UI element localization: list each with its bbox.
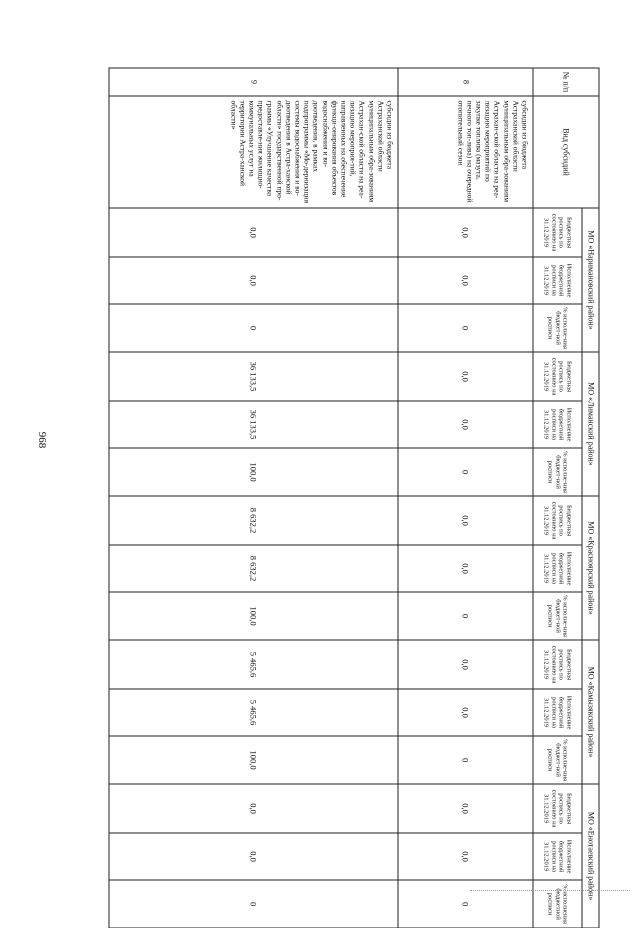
value-cell: 0 <box>109 304 398 352</box>
value-cell: 8 632,2 <box>109 545 398 592</box>
value-cell: 0 <box>398 304 533 352</box>
header-percent: % исполне-ния бюджет-ной росписи <box>533 736 582 784</box>
header-district: МО «Камызякский район» <box>582 640 599 784</box>
header-percent: % исполнения бюджетной росписи <box>533 880 582 928</box>
value-cell: 8 632,2 <box>109 496 398 545</box>
value-cell: 100,0 <box>109 736 398 784</box>
header-execution: Исполнение бюджетной росписи на 31.12.2019 <box>533 545 582 592</box>
value-cell: 0,0 <box>398 545 533 592</box>
value-cell: 100,0 <box>109 448 398 496</box>
value-cell: 36 133,5 <box>109 352 398 401</box>
header-district: МО «Енотаевский район» <box>582 784 599 928</box>
header-district: МО «Красноярский район» <box>582 496 599 640</box>
header-num: № п/п <box>533 68 599 96</box>
value-cell: 0,0 <box>109 784 398 833</box>
header-percent: % исполне-ния бюджет-ной росписи <box>533 448 582 496</box>
header-budget: Бюджетная роспись по состоянию на 31.12.2019 <box>533 640 582 689</box>
value-cell: 0,0 <box>398 640 533 689</box>
table-row <box>398 68 533 928</box>
value-cell: 0 <box>398 592 533 640</box>
value-cell: 0,0 <box>109 833 398 880</box>
header-district: МО «Наримановский район» <box>582 208 599 352</box>
subsidy-table <box>109 67 600 928</box>
header-district: МО «Лиманский район» <box>582 352 599 496</box>
value-cell: 0,0 <box>398 401 533 448</box>
value-cell: 0,0 <box>109 257 398 304</box>
subsidy-name: субсидии из бюджета Астраханской области муниципальным обра-зованиям Астрахан-ской области на реа-лизацию мероприя-тий, направленных на обеспечение функци-онирования объектов водоснабжения и во-доотведения, в рамках подпрограммы «Мо-дернизация системы водоснабжения и во-доотведения в Астра-ханской области» государственной про-граммы «Улучшение качества предоставле-ния жилищно-коммунальных услуг на территории Астра-ханской области» <box>109 96 398 208</box>
value-cell: 0 <box>398 880 533 928</box>
value-cell: 100,0 <box>109 592 398 640</box>
value-cell: 0 <box>398 448 533 496</box>
value-cell: 0,0 <box>398 257 533 304</box>
header-percent: % исполне-ния бюджет-ной росписи <box>533 304 582 352</box>
header-percent: % исполне-ния бюджет-ной росписи <box>533 592 582 640</box>
page-number: 968 <box>36 431 48 449</box>
value-cell: 0,0 <box>398 689 533 736</box>
value-cell: 36 133,5 <box>109 401 398 448</box>
header-execution: Исполнение бюджетной росписи на 31.12.2019 <box>533 833 582 880</box>
header-budget: Бюджетная роспись по состоянию на 31.12.2019 <box>533 784 582 833</box>
header-execution: Исполнение бюджетной росписи на 31.12.2019 <box>533 401 582 448</box>
value-cell: 5 465,6 <box>109 689 398 736</box>
header-budget: Бюджетная роспись по состоянию на 31.12.2019 <box>533 496 582 545</box>
footer-rule <box>470 890 630 892</box>
header-execution: Исполнение бюджетной росписи на 31.12.2019 <box>533 257 582 304</box>
value-cell: 5 465,6 <box>109 640 398 689</box>
value-cell: 0 <box>109 880 398 928</box>
table-row <box>109 68 398 928</box>
value-cell: 0,0 <box>109 208 398 257</box>
value-cell: 0 <box>398 736 533 784</box>
header-subsidy-type: Вид субсидий <box>533 96 599 208</box>
value-cell: 0,0 <box>398 833 533 880</box>
row-number: 8 <box>398 68 533 96</box>
value-cell: 0,0 <box>398 208 533 257</box>
value-cell: 0,0 <box>398 352 533 401</box>
subsidy-name: субсидии из бюджета Астраханской области муниципальным обра-зованиям Астрахан-ской области на реа-лизацию мероприятий по закупке топлива (мазута, печного топ-лива) на очередной отопительный сезон <box>398 96 533 208</box>
header-budget: Бюджетная роспись по состоянию на 31.12.2019 <box>533 208 582 257</box>
header-execution: Исполнение бюджетной росписи на 31.12.2019 <box>533 689 582 736</box>
subsidy-table-sheet <box>109 67 600 924</box>
value-cell: 0,0 <box>398 784 533 833</box>
value-cell: 0,0 <box>398 496 533 545</box>
header-budget: Бюджетная роспись по состоянию на 31.12.2019 <box>533 352 582 401</box>
row-number: 9 <box>109 68 398 96</box>
